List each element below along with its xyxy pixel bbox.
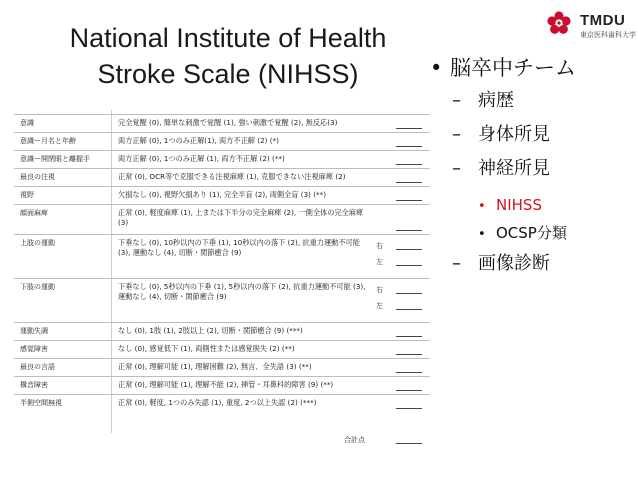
score-row-side: 左 (376, 258, 383, 266)
flower-emblem-icon (546, 10, 572, 36)
score-row-description: 正常 (0), 軽度麻痺 (1), 上または下半分の完全麻痺 (2), 一側全体の完全麻痺 (3) (118, 208, 364, 227)
score-row (14, 186, 430, 204)
tmdu-logo (540, 8, 636, 46)
score-blank (396, 200, 422, 201)
score-row-description: 欠損なし (0), 視野欠損あり (1), 完全半盲 (2), 両側全盲 (3) (**) (118, 190, 327, 199)
score-row (14, 394, 430, 412)
sub-bullet-text: OCSP分類 (496, 224, 567, 242)
score-row-label: 感覚障害 (20, 345, 48, 353)
score-row (14, 234, 430, 278)
score-row-description: 両方正解 (0), 1つのみ正解(1), 両方不正解 (2) (*) (118, 136, 279, 145)
score-row-label: 上肢の運動 (20, 239, 55, 247)
score-row-label: 運動失調 (20, 327, 48, 335)
bullet-item-text: 身体所見 (478, 124, 550, 145)
total-blank (396, 443, 422, 444)
score-row-side: 右 (376, 286, 383, 294)
score-blank (396, 182, 422, 183)
total-label: 合計点 (344, 436, 365, 444)
score-row-description: なし (0), 感覚低下 (1), 両側性または感覚脱失 (2) (**) (118, 344, 295, 353)
slide-title-line2: Stroke Scale (NIHSS) (97, 59, 359, 89)
score-row-description: 両方正解 (0), 1つのみ正解 (1), 両方不正解 (2) (**) (118, 154, 285, 163)
score-row-label: 意識ー開閉眼と離握手 (20, 155, 90, 163)
logo-text: TMDU (580, 12, 626, 29)
bullet-item: – 病歴 (452, 90, 514, 111)
bullet-main-text: 脳卒中チーム (450, 56, 576, 80)
score-blank (396, 372, 422, 373)
score-row-description: なし (0), 1肢 (1), 2肢以上 (2), 切断・関節癒合 (9) (***) (118, 326, 303, 335)
score-row-description: 正常 (0), 理解可能 (1), 理解困難 (2), 無言、全失語 (3) (**) (118, 362, 312, 371)
score-row-side: 左 (376, 302, 383, 310)
sub-bullet-item: • NIHSS (478, 196, 542, 214)
score-row-label: 最良の注視 (20, 173, 55, 181)
logo-subtitle: 東京医科歯科大学 (580, 31, 636, 39)
score-row (14, 204, 430, 234)
sub-bullet-item: • OCSP分類 (478, 224, 567, 242)
score-blank (396, 164, 422, 165)
score-row-description: 正常 (0), 軽度, 1つのみ失認 (1), 重度, 2つ以上失認 (2) (***) (118, 398, 317, 407)
bullet-item: – 身体所見 (452, 124, 550, 145)
score-blank (396, 293, 422, 294)
score-row-label: 構音障害 (20, 381, 48, 389)
score-row-label: 視野 (20, 191, 34, 199)
score-row-label: 顔面麻痺 (20, 209, 48, 217)
score-blank (396, 230, 422, 231)
score-blank (396, 249, 422, 250)
score-row (14, 168, 430, 186)
score-row-label: 意識ー月名と年齢 (20, 137, 76, 145)
score-row (14, 150, 430, 168)
score-row-label: 半側空間無視 (20, 399, 62, 407)
score-row (14, 132, 430, 150)
bullet-item-text: 神経所見 (478, 158, 550, 179)
score-row-description: 正常 (0), OCR等で克服できる注視麻痺 (1), 克服できない注視麻痺 (2) (118, 172, 346, 181)
bullet-item: – 画像診断 (452, 253, 550, 274)
score-row (14, 376, 430, 394)
score-row (14, 322, 430, 340)
slide-title-line1: National Institute of Health (69, 23, 387, 53)
slide-title (28, 20, 428, 92)
sub-bullet-text: NIHSS (496, 196, 542, 214)
score-row-description: 下垂なし (0), 10秒以内の下垂 (1), 10秒以内の落下 (2), 抗重力運動不可能 (3), 運動なし (4), 切断・関節癒合 (9) (118, 238, 360, 257)
bullet-main: • 脳卒中チーム (430, 56, 576, 80)
score-row-label: 意識 (20, 119, 34, 127)
score-blank (396, 265, 422, 266)
score-row-side: 右 (376, 242, 383, 250)
score-row (14, 114, 430, 132)
score-row-description: 完全覚醒 (0), 簡単な刺激で覚醒 (1), 強い刺激で覚醒 (2), 無反応(3) (118, 118, 338, 127)
score-row (14, 340, 430, 358)
score-row-label: 最良の言語 (20, 363, 55, 371)
score-blank (396, 146, 422, 147)
score-row-description: 正常 (0), 理解可能 (1), 理解不能 (2), 挿管・耳鼻科的障害 (9) (**) (118, 380, 334, 389)
score-row-label: 下肢の運動 (20, 283, 55, 291)
score-row (14, 278, 430, 322)
nihss-score-sheet (14, 110, 430, 445)
bullet-item-text: 病歴 (478, 90, 514, 111)
score-blank (396, 128, 422, 129)
score-blank (396, 408, 422, 409)
score-blank (396, 390, 422, 391)
bullet-item: – 神経所見 (452, 158, 550, 179)
score-blank (396, 354, 422, 355)
score-blank (396, 336, 422, 337)
score-row-description: 下垂なし (0), 5秒以内の下垂 (1), 5秒以内の落下 (2), 抗重力運動不可能 (3), 運動なし (4), 切断・関節癒合 (9) (118, 282, 366, 301)
score-row (14, 358, 430, 376)
bullet-item-text: 画像診断 (478, 253, 550, 274)
score-blank (396, 309, 422, 310)
